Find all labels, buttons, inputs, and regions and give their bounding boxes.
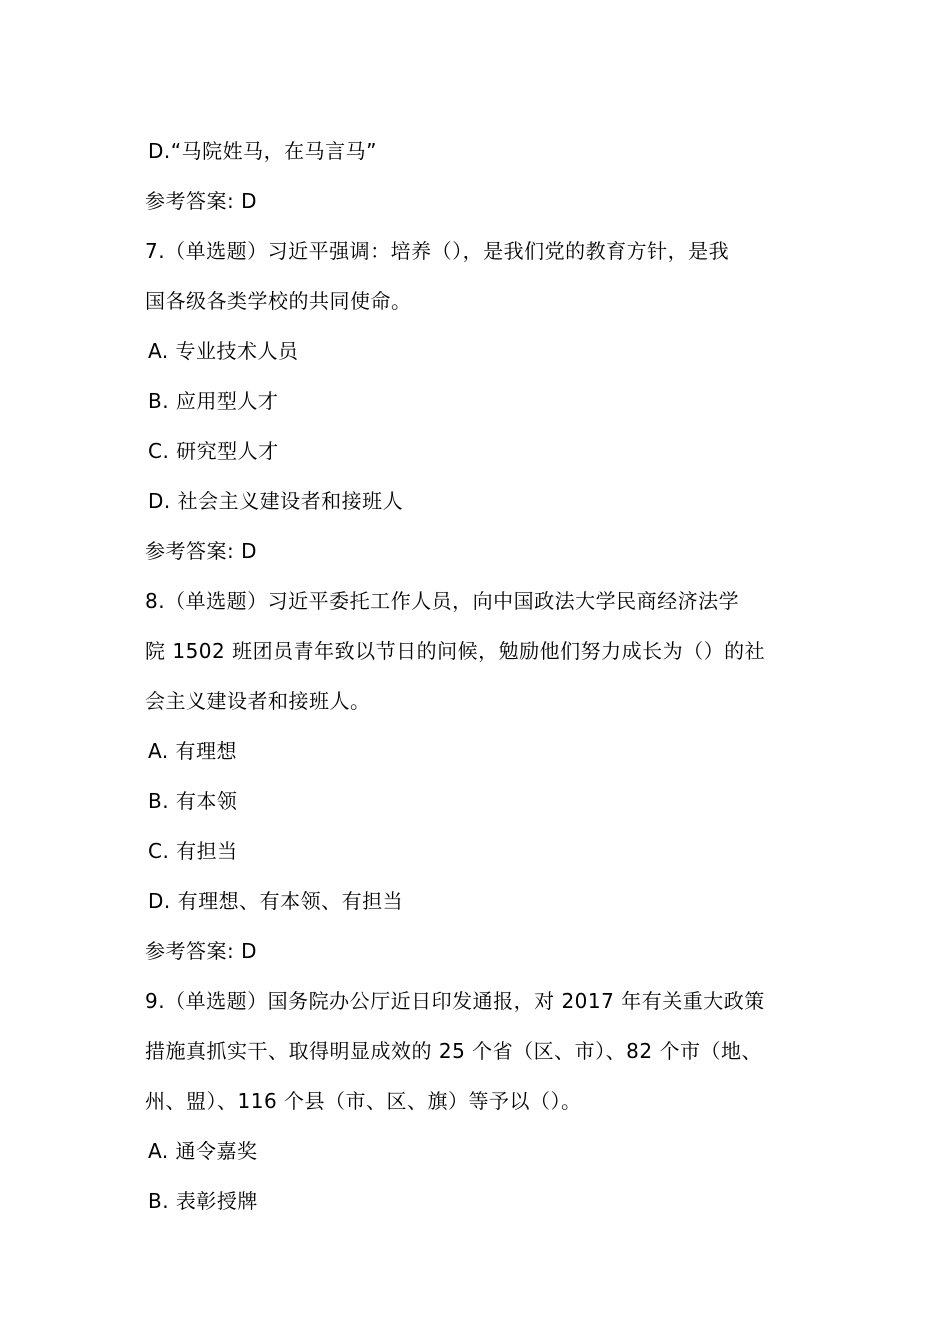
question-7 xyxy=(145,226,815,576)
question-text-line: 会主义建设者和接班人。 xyxy=(145,689,371,713)
question-8 xyxy=(145,576,815,976)
option-d: D.“马院姓马，在马言马” xyxy=(148,139,377,163)
option-c: C. 研究型人才 xyxy=(148,439,279,463)
question-text-line: 州、盟）、116 个县（市、区、旗）等予以（）。 xyxy=(145,1089,582,1113)
question-text-line: 8.（单选题）习近平委托工作人员，向中国政法大学民商经济法学 xyxy=(145,589,740,613)
question-text-line: 院 1502 班团员青年致以节日的问候，勉励他们努力成长为（）的社 xyxy=(145,639,766,663)
option-d: D. 社会主义建设者和接班人 xyxy=(148,489,404,513)
option-d: D. 有理想、有本领、有担当 xyxy=(148,889,404,913)
option-b: B. 应用型人才 xyxy=(148,389,279,413)
option-b: B. 有本领 xyxy=(148,789,238,813)
question-text-line: 9.（单选题）国务院办公厅近日印发通报，对 2017 年有关重大政策 xyxy=(145,989,765,1013)
question-text-line: 措施真抓实干、取得明显成效的 25 个省（区、市）、82 个市（地、 xyxy=(145,1039,762,1063)
option-a: A. 通令嘉奖 xyxy=(148,1139,258,1163)
answer-key: 参考答案: D xyxy=(145,539,257,563)
question-text-line: 7.（单选题）习近平强调：培养（），是我们党的教育方针，是我 xyxy=(145,239,730,263)
option-a: A. 专业技术人员 xyxy=(148,339,299,363)
question-9 xyxy=(145,976,815,1226)
option-a: A. 有理想 xyxy=(148,739,238,763)
answer-key: 参考答案: D xyxy=(145,189,257,213)
answer-key: 参考答案: D xyxy=(145,939,257,963)
document-page xyxy=(145,126,815,1226)
question-text-line: 国各级各类学校的共同使命。 xyxy=(145,289,412,313)
option-c: C. 有担当 xyxy=(148,839,238,863)
option-b: B. 表彰授牌 xyxy=(148,1189,258,1213)
